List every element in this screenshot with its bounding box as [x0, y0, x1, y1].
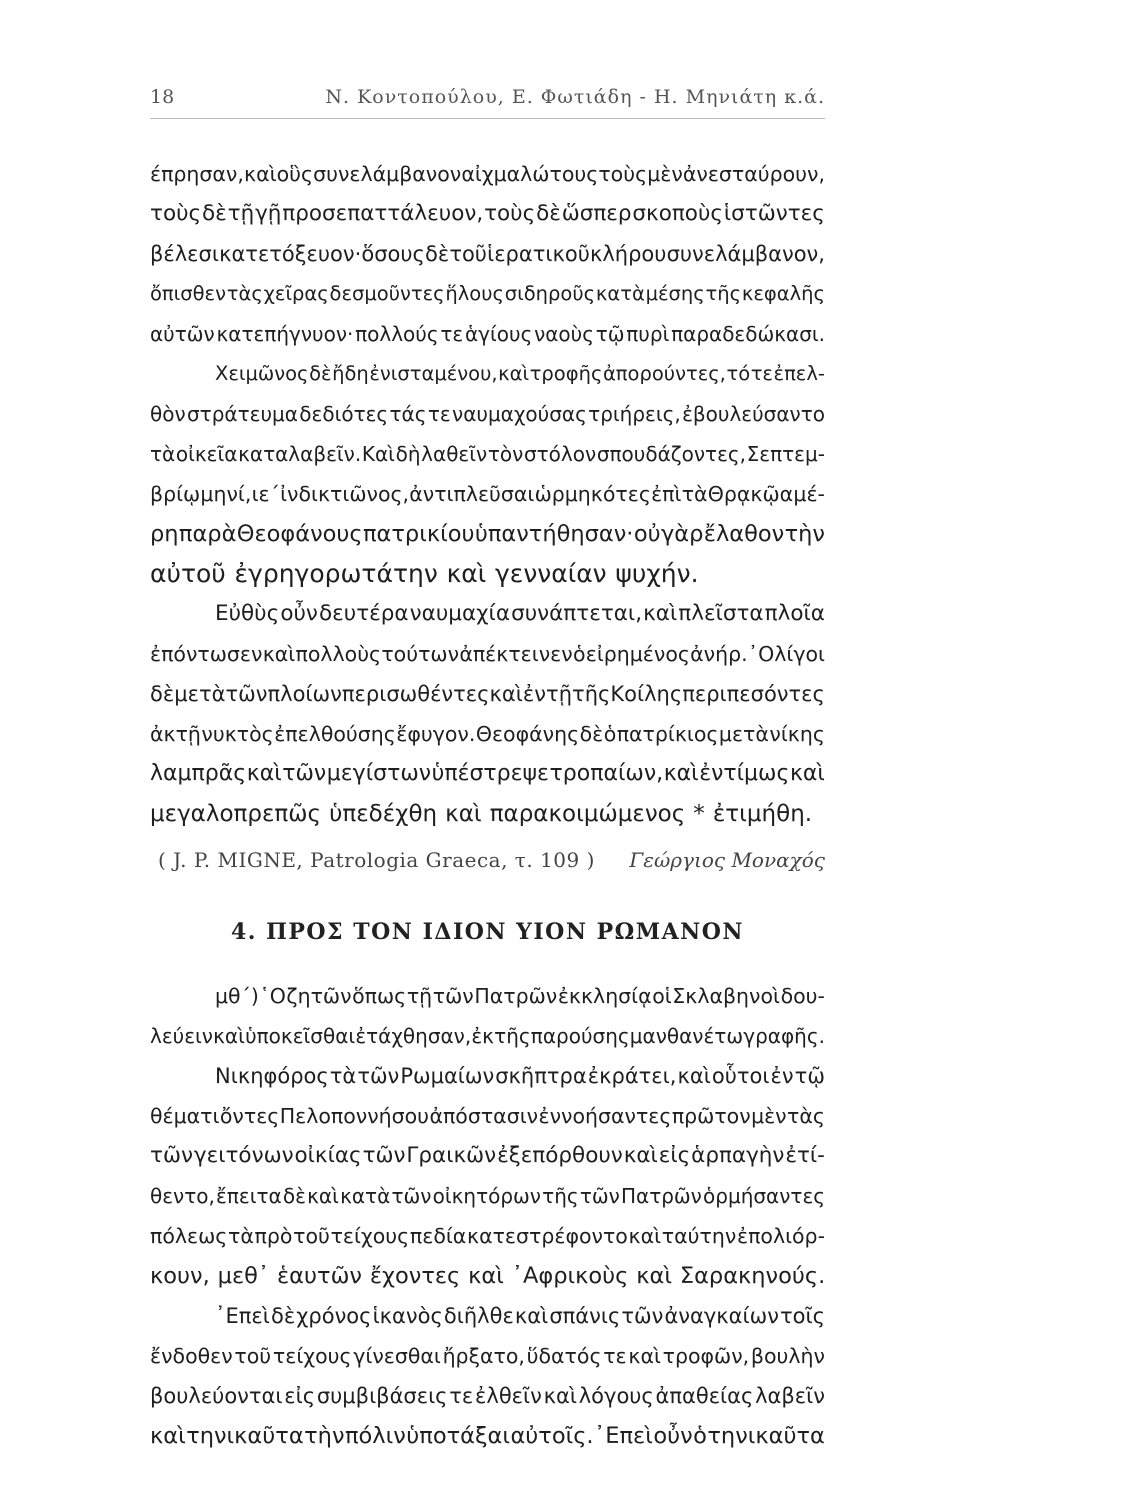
- running-head-authors: Ν. Κοντοπούλου, Ε. Φωτιάδη - Η. Μηνιάτη κ.ά.: [325, 86, 825, 108]
- header-rule: [150, 118, 825, 119]
- text-line: μθ΄) ῾Ο ζητῶν ὅπως τῇ τῶν Πατρῶν ἐκκλησίᾳ οἱ Σκλαβηνοὶ δου-: [215, 984, 825, 1008]
- text-line: ρη παρὰ Θεοφάνους πατρικίου ὑπαντήθησαν· οὐ γὰρ ἔλαθον τὴν: [150, 521, 825, 547]
- text-line: κουν, μεθ᾽ ἑαυτῶν ἔχοντες καὶ ᾿Αφρικοὺς καὶ Σαρακηνούς.: [150, 1263, 825, 1289]
- text-line: Χειμῶνος δὲ ἤδη ἐνισταμένου, καὶ τροφῆς ἀπορούντες, τό τε ἐπελ-: [215, 362, 825, 385]
- text-line: τὰ οἰκεῖα καταλαβεῖν. Καὶ δὴ λαθεῖν τὸν στόλον σπουδάζοντες, Σεπτεμ-: [150, 442, 825, 466]
- running-head: [150, 78, 825, 118]
- text-line: βρίῳ μηνί, ιε΄ ἰνδικτιῶνος, ἀντιπλεῦσαι ὡρμηκότες ἐπὶ τὰ Θρᾳκῷα μέ-: [150, 482, 825, 506]
- text-line: θεντο, ἔπειτα δὲ καὶ κατὰ τῶν οἰκητόρων τῆς τῶν Πατρῶν ὁρμήσαντες: [150, 1184, 825, 1208]
- text-line: μεγαλοπρεπῶς ὑπεδέχθη καὶ παρακοιμώμενος * ἐτιμήθη.: [150, 801, 813, 827]
- text-line: ἀκτῇ νυκτὸς ἐπελθούσης ἔφυγον. Θεοφάνης δὲ ὁ πατρίκιος μετὰ νίκης: [150, 722, 825, 746]
- text-line: δὲ μετὰ τῶν πλοίων περισωθέντες καὶ ἐν τῇ τῆς Κοίλης περιπεσόντες: [150, 682, 825, 706]
- page-number: 18: [150, 86, 175, 108]
- text-line: ὄπισθεν τὰς χεῖρας δεσμοῦντες ἥλους σιδηροῦς κατὰ μέσης τῆς κεφαλῆς: [150, 282, 825, 305]
- text-line: καὶ τηνικαῦτα τὴν πόλιν ὑποτάξαι αὐτοῖς. ᾿Επεὶ οὖν ὁ τηνικαῦτα: [150, 1423, 825, 1449]
- section-title: 4. ΠΡΟΣ ΤΟΝ ΙΔΙΟΝ ΥΙΟΝ ΡΩΜΑΝΟΝ: [230, 919, 745, 945]
- text-line: βέλεσι κατετόξευον· ὅσους δὲ τοῦ ἱερατικοῦ κλήρου συνελάμβανον,: [150, 242, 825, 266]
- text-line: ἐπόντωσεν καὶ πολλοὺς τούτων ἀπέκτεινεν ὁ εἰρημένος ἀνήρ. ᾿Ολίγοι: [150, 642, 825, 666]
- text-line: τῶν γειτόνων οἰκίας τῶν Γραικῶν ἐξεπόρθουν καὶ εἰς ἁρπαγὴν ἐτί-: [150, 1143, 825, 1168]
- citation-source: ( J. P. MIGNE, Patrologia Graeca, τ. 109 ): [158, 848, 595, 872]
- citation: [158, 848, 825, 878]
- text-line: ᾿Επεὶ δὲ χρόνος ἱκανὸς διῆλθε καὶ σπάνις τῶν ἀναγκαίων τοῖς: [215, 1304, 825, 1328]
- text-line: θέματι ὄντες Πελοποννήσου ἀπόστασιν ἐννοήσαντες πρῶτον μὲν τὰς: [150, 1104, 825, 1128]
- text-line: έπρησαν, καὶ οὓς συνελάμβανον αἰχμαλώτους τοὺς μὲν ἀνεσταύρουν,: [150, 162, 825, 186]
- text-line: Εὐθὺς οὖν δευτέρα ναυμαχία συνάπτεται, καὶ πλεῖστα πλοῖα: [215, 601, 825, 626]
- citation-author: Γεώργιος Μοναχός: [629, 848, 825, 872]
- text-line: Νικηφόρος τὰ τῶν Ρωμαίων σκῆπτρα ἐκράτει, καὶ οὗτοι ἐν τῷ: [215, 1064, 825, 1088]
- text-line: λαμπρᾶς καὶ τῶν μεγίστων ὑπέστρεψε τροπαίων, καὶ ἐντίμως καὶ: [150, 761, 825, 786]
- text-line: θὸν στράτευμα δεδιότες τάς τε ναυμαχούσας τριήρεις, ἐβουλεύσαντο: [150, 402, 825, 426]
- text-line: πόλεως τὰ πρὸ τοῦ τείχους πεδία κατεστρέφοντο καὶ ταύτην ἐπολιόρ-: [150, 1224, 825, 1248]
- text-line: βουλεύονται εἰς συμβιβάσεις τε ἐλθεῖν καὶ λόγους ἀπαθείας λαβεῖν: [150, 1384, 825, 1408]
- text-line: αὐτῶν κατεπήγνυον· πολλούς τε ἁγίους ναοὺς τῷ πυρὶ παραδεδώκασι.: [150, 322, 825, 346]
- text-line: ἔνδοθεν τοῦ τείχους γίνεσθαι ἤρξατο, ὕδατός τε καὶ τροφῶν, βουλὴν: [150, 1344, 825, 1368]
- text-line: αὐτοῦ ἐγρηγορωτάτην καὶ γενναίαν ψυχήν.: [150, 559, 699, 588]
- text-line: λεύειν καὶ ὑποκεῖσθαι ἐτάχθησαν, ἐκ τῆς παρούσης μανθανέτω γραφῆς.: [150, 1024, 825, 1048]
- text-line: τοὺς δὲ τῇ γῇ προσεπαττάλευον, τοὺς δὲ ὥσπερ σκοποὺς ἱστῶντες: [150, 201, 825, 226]
